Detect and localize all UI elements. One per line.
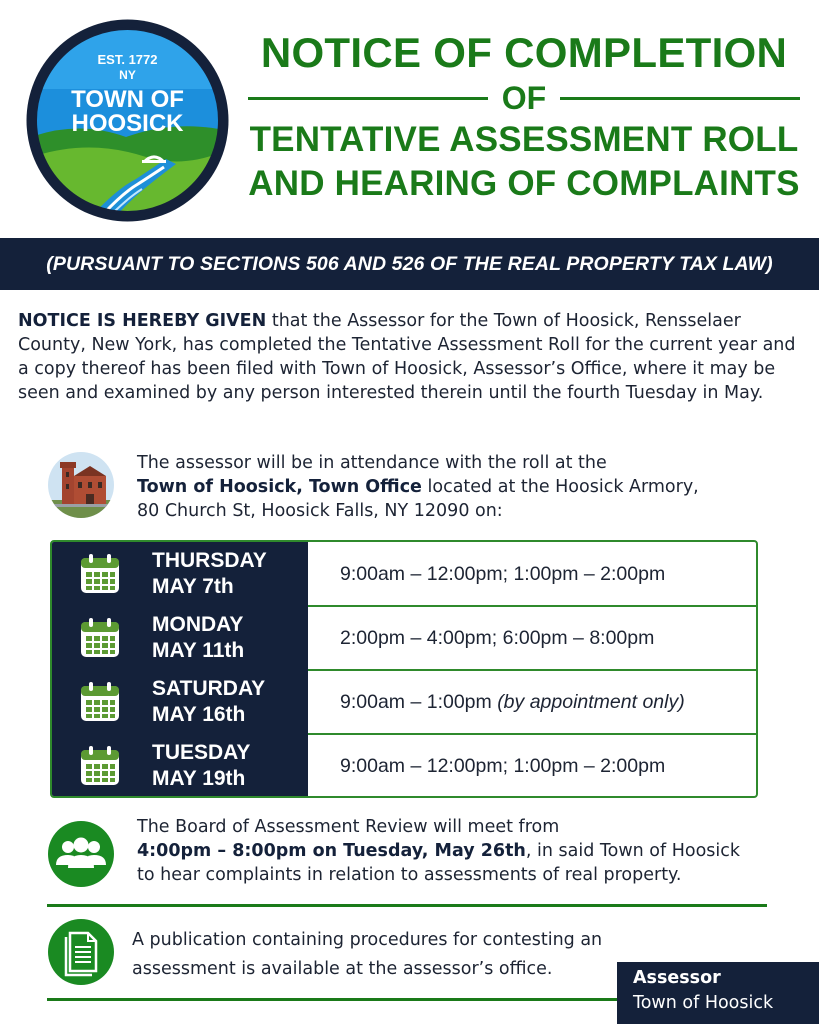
title-line-2: OF xyxy=(501,80,547,116)
day-label: THURSDAY xyxy=(152,549,267,572)
schedule-row xyxy=(52,670,756,734)
board-line-2 xyxy=(137,839,787,863)
schedule-row xyxy=(52,542,756,606)
attendance-line-3: 80 Church St, Hoosick Falls, NY 12090 on: xyxy=(137,501,503,521)
attendance-line-2 xyxy=(137,475,777,499)
intro-text: that the Assessor for the Town of Hoosick, Rensselaer County, New York, has completed the Tentative Assessment Roll for the current year and a copy thereof has been filed with Town of Hoosick, Assessor’s Office, where it may be seen and examined by any person interested therein until the fourth Tuesday in May. xyxy=(18,311,796,403)
time-range: 2:00pm – 4:00pm; 6:00pm – 8:00pm xyxy=(340,627,655,649)
board-date-time: 4:00pm – 8:00pm on Tuesday, May 26th xyxy=(137,841,526,861)
calendar-icon xyxy=(78,680,122,724)
board-line-1: The Board of Assessment Review will meet from xyxy=(137,817,560,837)
calendar-icon xyxy=(78,744,122,788)
group-people-icon xyxy=(48,821,114,887)
title-line-3: TENTATIVE ASSESSMENT ROLL xyxy=(249,120,799,159)
section-divider xyxy=(47,904,767,907)
document-icon xyxy=(48,919,114,985)
calendar-icon xyxy=(78,616,122,660)
schedule-time xyxy=(340,606,654,670)
schedule-row xyxy=(52,606,756,670)
board-line-2-rest: , in said Town of Hoosick xyxy=(525,841,741,861)
schedule-day-name xyxy=(152,612,244,664)
time-range: 9:00am – 12:00pm; 1:00pm – 2:00pm xyxy=(340,563,666,585)
schedule-day-cell xyxy=(52,606,308,670)
subtitle-band: (PURSUANT TO SECTIONS 506 AND 526 OF THE REAL PROPERTY TAX LAW) xyxy=(0,238,819,290)
schedule-time xyxy=(340,670,685,734)
time-note: (by appointment only) xyxy=(497,691,685,713)
date-label: MAY 11th xyxy=(152,639,245,662)
attendance-line-1: The assessor will be in attendance with the roll at the xyxy=(137,453,607,473)
schedule-day-cell xyxy=(52,542,308,606)
schedule-day-name xyxy=(152,676,265,728)
logo-est: EST. 1772 xyxy=(97,52,158,67)
board-icon-circle xyxy=(48,821,114,887)
schedule-time xyxy=(340,542,665,606)
schedule-day-name xyxy=(152,740,250,792)
board-line-3: to hear complaints in relation to assessments of real property. xyxy=(137,865,682,885)
attendance-line-2-rest: located at the Hoosick Armory, xyxy=(421,477,699,497)
title-line-1: NOTICE OF COMPLETION xyxy=(260,29,788,76)
logo-line2: HOOSICK xyxy=(71,110,184,137)
attendance-text xyxy=(137,451,777,523)
time-range: 9:00am – 12:00pm; 1:00pm – 2:00pm xyxy=(340,755,666,777)
schedule-table xyxy=(50,540,758,798)
intro-lead: NOTICE IS HEREBY GIVEN xyxy=(18,311,267,331)
board-text xyxy=(137,815,787,887)
assessor-signature xyxy=(617,962,819,1024)
date-label: MAY 19th xyxy=(152,767,246,790)
intro-paragraph xyxy=(18,309,808,405)
schedule-row xyxy=(52,734,756,798)
publication-text xyxy=(132,926,692,984)
signature-org: Town of Hoosick xyxy=(633,993,774,1013)
title-line-4: AND HEARING OF COMPLAINTS xyxy=(248,164,800,203)
schedule-time xyxy=(340,734,665,798)
calendar-icon xyxy=(78,552,122,596)
logo-state: NY xyxy=(119,68,136,82)
armory-building-image xyxy=(48,452,114,518)
date-label: MAY 16th xyxy=(152,703,246,726)
day-label: SATURDAY xyxy=(152,677,266,700)
publication-line-1: A publication containing procedures for contesting an xyxy=(132,930,603,950)
town-of-hoosick-logo xyxy=(26,19,229,222)
title-rule-right xyxy=(560,97,800,100)
logo-line1: TOWN OF xyxy=(71,86,184,113)
notice-title xyxy=(236,30,812,206)
schedule-day-cell xyxy=(52,670,308,734)
day-label: TUESDAY xyxy=(152,741,251,764)
day-label: MONDAY xyxy=(152,613,244,636)
title-of-row xyxy=(236,78,812,118)
bottom-divider xyxy=(47,998,617,1001)
date-label: MAY 7th xyxy=(152,575,234,598)
schedule-day-name xyxy=(152,548,267,600)
attendance-location: Town of Hoosick, Town Office xyxy=(137,477,422,497)
time-range: 9:00am – 1:00pm xyxy=(340,691,498,713)
signature-title: Assessor xyxy=(633,968,721,988)
publication-line-2: assessment is available at the assessor’s office. xyxy=(132,959,553,979)
schedule-day-cell xyxy=(52,734,308,798)
publication-icon-circle xyxy=(48,919,114,985)
title-rule-left xyxy=(248,97,488,100)
